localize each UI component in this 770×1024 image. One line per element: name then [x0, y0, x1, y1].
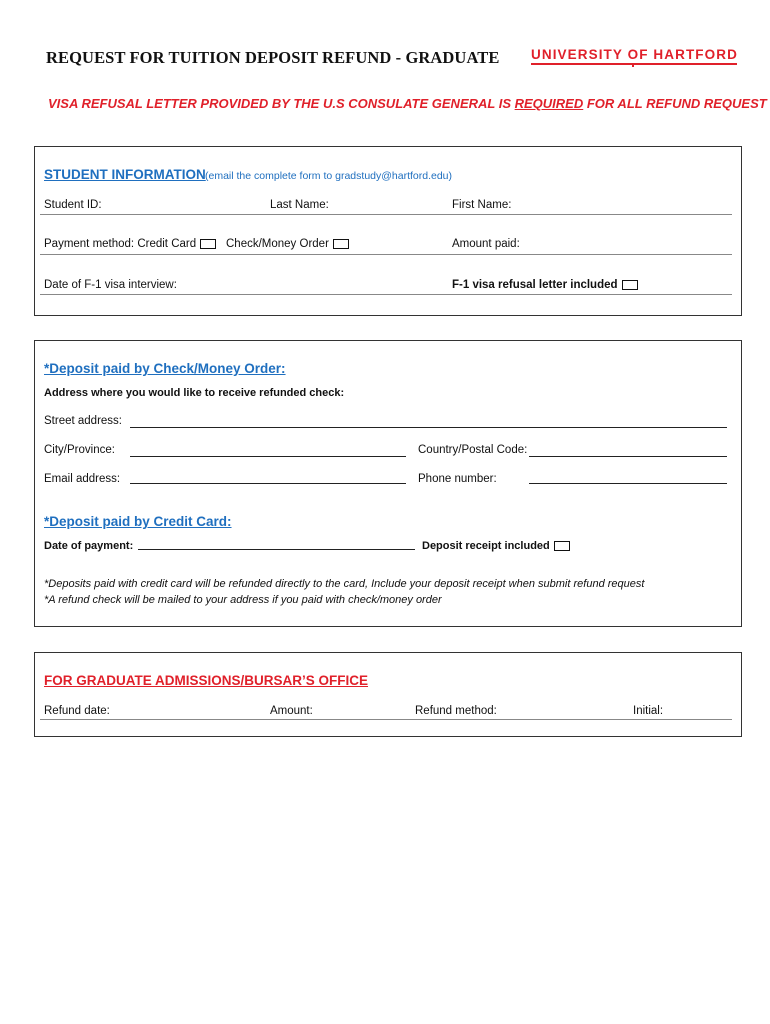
date-of-payment-label: Date of payment:	[44, 540, 134, 552]
payment-row-line[interactable]	[40, 254, 732, 255]
warning-emphasis: REQUIRED	[514, 96, 584, 111]
name-row-line[interactable]	[40, 214, 732, 215]
refusal-letter-option	[452, 279, 638, 291]
initial-label: Initial:	[633, 705, 664, 717]
visa-refusal-warning	[48, 96, 767, 111]
refusal-letter-label: F-1 visa refusal letter included	[452, 279, 618, 291]
credit-card-section-heading: *Deposit paid by Credit Card:	[44, 514, 232, 529]
check-money-order-option	[226, 238, 349, 250]
amount-paid-label: Amount paid:	[452, 238, 520, 250]
check-money-order-checkbox[interactable]	[333, 239, 349, 249]
warning-text-end: FOR ALL REFUND REQUEST	[583, 96, 767, 111]
university-logo: UNIVERSITY OF HARTFORD	[531, 47, 738, 62]
first-name-label: First Name:	[452, 199, 512, 211]
deposit-receipt-label: Deposit receipt included	[422, 540, 550, 552]
email-address-field[interactable]	[130, 483, 406, 484]
street-address-label: Street address:	[44, 415, 122, 427]
refusal-letter-checkbox[interactable]	[622, 280, 638, 290]
email-instruction-note: (email the complete form to gradstudy@hartford.edu)	[205, 170, 453, 182]
visa-interview-date-label: Date of F-1 visa interview:	[44, 279, 177, 291]
street-address-field[interactable]	[130, 427, 727, 428]
check-refund-note: *A refund check will be mailed to your address if you paid with check/money order	[44, 594, 442, 606]
city-province-field[interactable]	[130, 456, 406, 457]
country-postal-field[interactable]	[529, 456, 727, 457]
logo-underline-tick	[632, 63, 634, 67]
country-postal-label: Country/Postal Code:	[418, 444, 528, 456]
deposit-receipt-option	[422, 540, 570, 552]
logo-underline	[531, 63, 737, 65]
office-use-heading: FOR GRADUATE ADMISSIONS/BURSAR’S OFFICE	[44, 673, 369, 688]
phone-number-field[interactable]	[529, 483, 727, 484]
refund-date-label: Refund date:	[44, 705, 110, 717]
student-information-heading: STUDENT INFORMATION	[44, 167, 206, 182]
check-money-order-label: Check/Money Order	[226, 238, 329, 250]
city-province-label: City/Province:	[44, 444, 115, 456]
email-address-label: Email address:	[44, 473, 121, 485]
check-section-heading: *Deposit paid by Check/Money Order:	[44, 361, 286, 376]
last-name-label: Last Name:	[270, 199, 329, 211]
office-use-panel	[34, 652, 742, 737]
visa-row-line[interactable]	[40, 294, 732, 295]
form-title: REQUEST FOR TUITION DEPOSIT REFUND - GRADUATE	[46, 48, 500, 67]
office-row-line[interactable]	[40, 719, 732, 720]
payment-method-label	[44, 238, 216, 250]
credit-card-checkbox[interactable]	[200, 239, 216, 249]
check-address-subheading: Address where you would like to receive refunded check:	[44, 387, 345, 399]
student-id-label: Student ID:	[44, 199, 102, 211]
credit-card-refund-note: *Deposits paid with credit card will be refunded directly to the card, Include your deposit receipt when submit refund request	[44, 578, 645, 590]
refund-method-label: Refund method:	[415, 705, 497, 717]
warning-text-start: VISA REFUSAL LETTER PROVIDED BY THE U.S CONSULATE GENERAL IS	[48, 96, 515, 111]
deposit-receipt-checkbox[interactable]	[554, 541, 570, 551]
refund-amount-label: Amount:	[270, 705, 313, 717]
phone-number-label: Phone number:	[418, 473, 497, 485]
credit-card-option-label: Payment method: Credit Card	[44, 238, 197, 250]
date-of-payment-field[interactable]	[138, 549, 415, 550]
